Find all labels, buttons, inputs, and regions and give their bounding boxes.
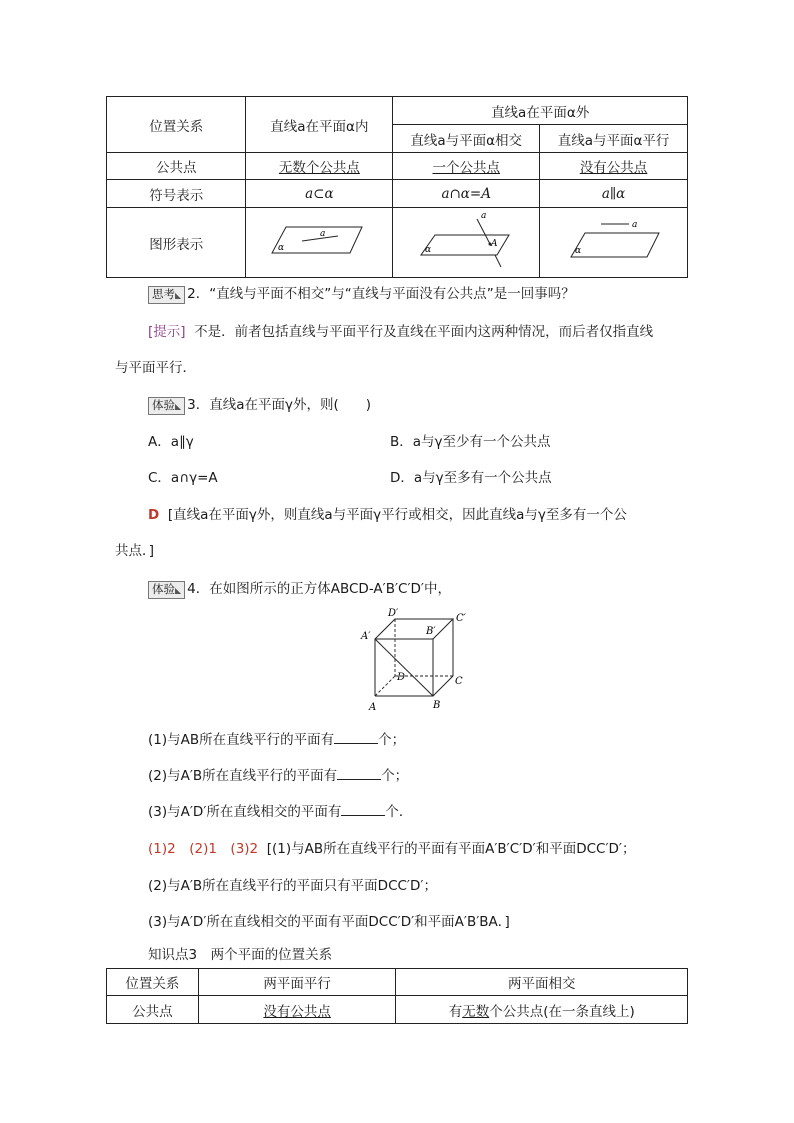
cube-label-B1: B′ (426, 626, 436, 637)
row-label-figure: 图形表示 (107, 208, 246, 278)
think-2-hint-line-2: 与平面平行． (115, 360, 196, 376)
think-2-question: 思考◣ 2．“直线与平面不相交”与“直线与平面没有公共点”是一回事吗？ (148, 282, 575, 304)
common-in: 无数个公共点 (278, 160, 360, 176)
experience-tag: 体验◣ (148, 581, 185, 599)
header-line-intersects-plane: 直线a与平面α相交 (393, 125, 540, 153)
symbol-parallel: a∥α (540, 180, 688, 208)
row-label-common-points-2: 公共点 (107, 996, 199, 1024)
plane-line-intersect-diagram (411, 209, 521, 273)
header-planes-parallel: 两平面平行 (198, 969, 396, 996)
cube-label-D: D (397, 672, 406, 683)
cube-label-C: C (455, 676, 463, 687)
svg-text:α: α (425, 244, 432, 255)
answer-blank (334, 732, 378, 744)
cube-label-A1: A′ (361, 631, 371, 642)
exp-3-option-c: C．a∩γ=A (148, 470, 218, 486)
figure-line-parallel (540, 208, 688, 278)
exp-4-q3: (3)与A′D′所在直线相交的平面有 个． (148, 804, 413, 820)
think-tag: 思考◣ (148, 286, 185, 304)
exp-4-q1: (1)与AB所在直线平行的平面有 个； (148, 732, 406, 748)
header-line-in-plane: 直线a在平面α内 (246, 97, 393, 153)
svg-text:α: α (278, 242, 285, 253)
answer-blank (341, 804, 385, 816)
svg-text:a: a (320, 228, 326, 239)
exp-3-option-a: A．a∥γ (148, 434, 194, 450)
cube-label-B: B (433, 700, 441, 711)
exp-3-answer: D (148, 507, 160, 523)
cube-label-C1: C′ (456, 613, 466, 624)
planes-intersect-common: 有无数个公共点(在一条直线上) (396, 996, 688, 1024)
plane-line-parallel-diagram (559, 217, 669, 265)
svg-text:a: a (631, 219, 637, 230)
common-parallel: 没有公共点 (579, 160, 648, 176)
cube-label-A: A (369, 702, 377, 713)
header-position-relation: 位置关系 (107, 97, 246, 153)
exp-3-option-b: B．a与γ至少有一个公共点 (390, 434, 551, 450)
header-planes-intersect: 两平面相交 (396, 969, 688, 996)
experience-tag: 体验◣ (148, 397, 185, 415)
exp-3-question: 体验◣ 3．直线a在平面γ外，则( ) (148, 393, 371, 415)
cube-label-D1: D′ (388, 608, 399, 619)
row-label-symbol: 符号表示 (107, 180, 246, 208)
exp-3-option-d: D．a与γ至多有一个公共点 (390, 470, 552, 486)
think-2-hint-line-1: [提示] 不是．前者包括直线与平面平行及直线在平面内这两种情况，而后者仅指直线 (148, 324, 654, 340)
exp-4-q2: (2)与A′B所在直线平行的平面有 个； (148, 768, 409, 784)
plane-plane-table (106, 968, 688, 1024)
hint-label: [提示] (148, 324, 186, 340)
header-line-outside-plane: 直线a在平面α外 (393, 97, 688, 125)
exp-3-answer-line-1: D [直线a在平面γ外，则直线a与平面γ平行或相交，因此直线a与γ至多有一个公 (148, 507, 627, 523)
cube-diagram (355, 604, 475, 716)
svg-text:α: α (574, 245, 581, 256)
figure-line-intersect (393, 208, 540, 278)
exp-4-answer-line-1: (1)2 (2)1 (3)2 [(1)与AB所在直线平行的平面有平面A′B′C′D′和平面DCC′D′； (148, 841, 636, 857)
svg-text:a: a (481, 210, 487, 221)
exp-4-question: 体验◣ 4．在如图所示的正方体ABCD-A′B′C′D′中， (148, 577, 451, 599)
exp-3-answer-line-2: 共点．] (115, 543, 155, 559)
exp-4-answers: (1)2 (2)1 (3)2 (148, 841, 259, 857)
figure-line-in-plane (246, 208, 393, 278)
symbol-intersect: a∩α=A (393, 180, 540, 208)
header-line-parallel-plane: 直线a与平面α平行 (540, 125, 688, 153)
svg-text:A: A (491, 238, 498, 249)
plane-line-in-diagram (264, 221, 374, 261)
answer-blank (337, 768, 381, 780)
exp-4-answer-line-2: (2)与A′B所在直线平行的平面只有平面DCC′D′； (148, 878, 437, 894)
planes-parallel-common: 没有公共点 (263, 1003, 331, 1020)
row-label-common-points: 公共点 (107, 153, 246, 180)
symbol-in: a⊂α (246, 180, 393, 208)
exp-4-answer-line-3: (3)与A′D′所在直线相交的平面有平面DCC′D′和平面A′B′BA．] (148, 914, 510, 930)
header-position-relation-2: 位置关系 (107, 969, 199, 996)
common-intersect: 一个公共点 (432, 160, 500, 176)
knowledge-point-3-title: 知识点3 两个平面的位置关系 (148, 947, 333, 963)
line-plane-table (106, 96, 688, 278)
